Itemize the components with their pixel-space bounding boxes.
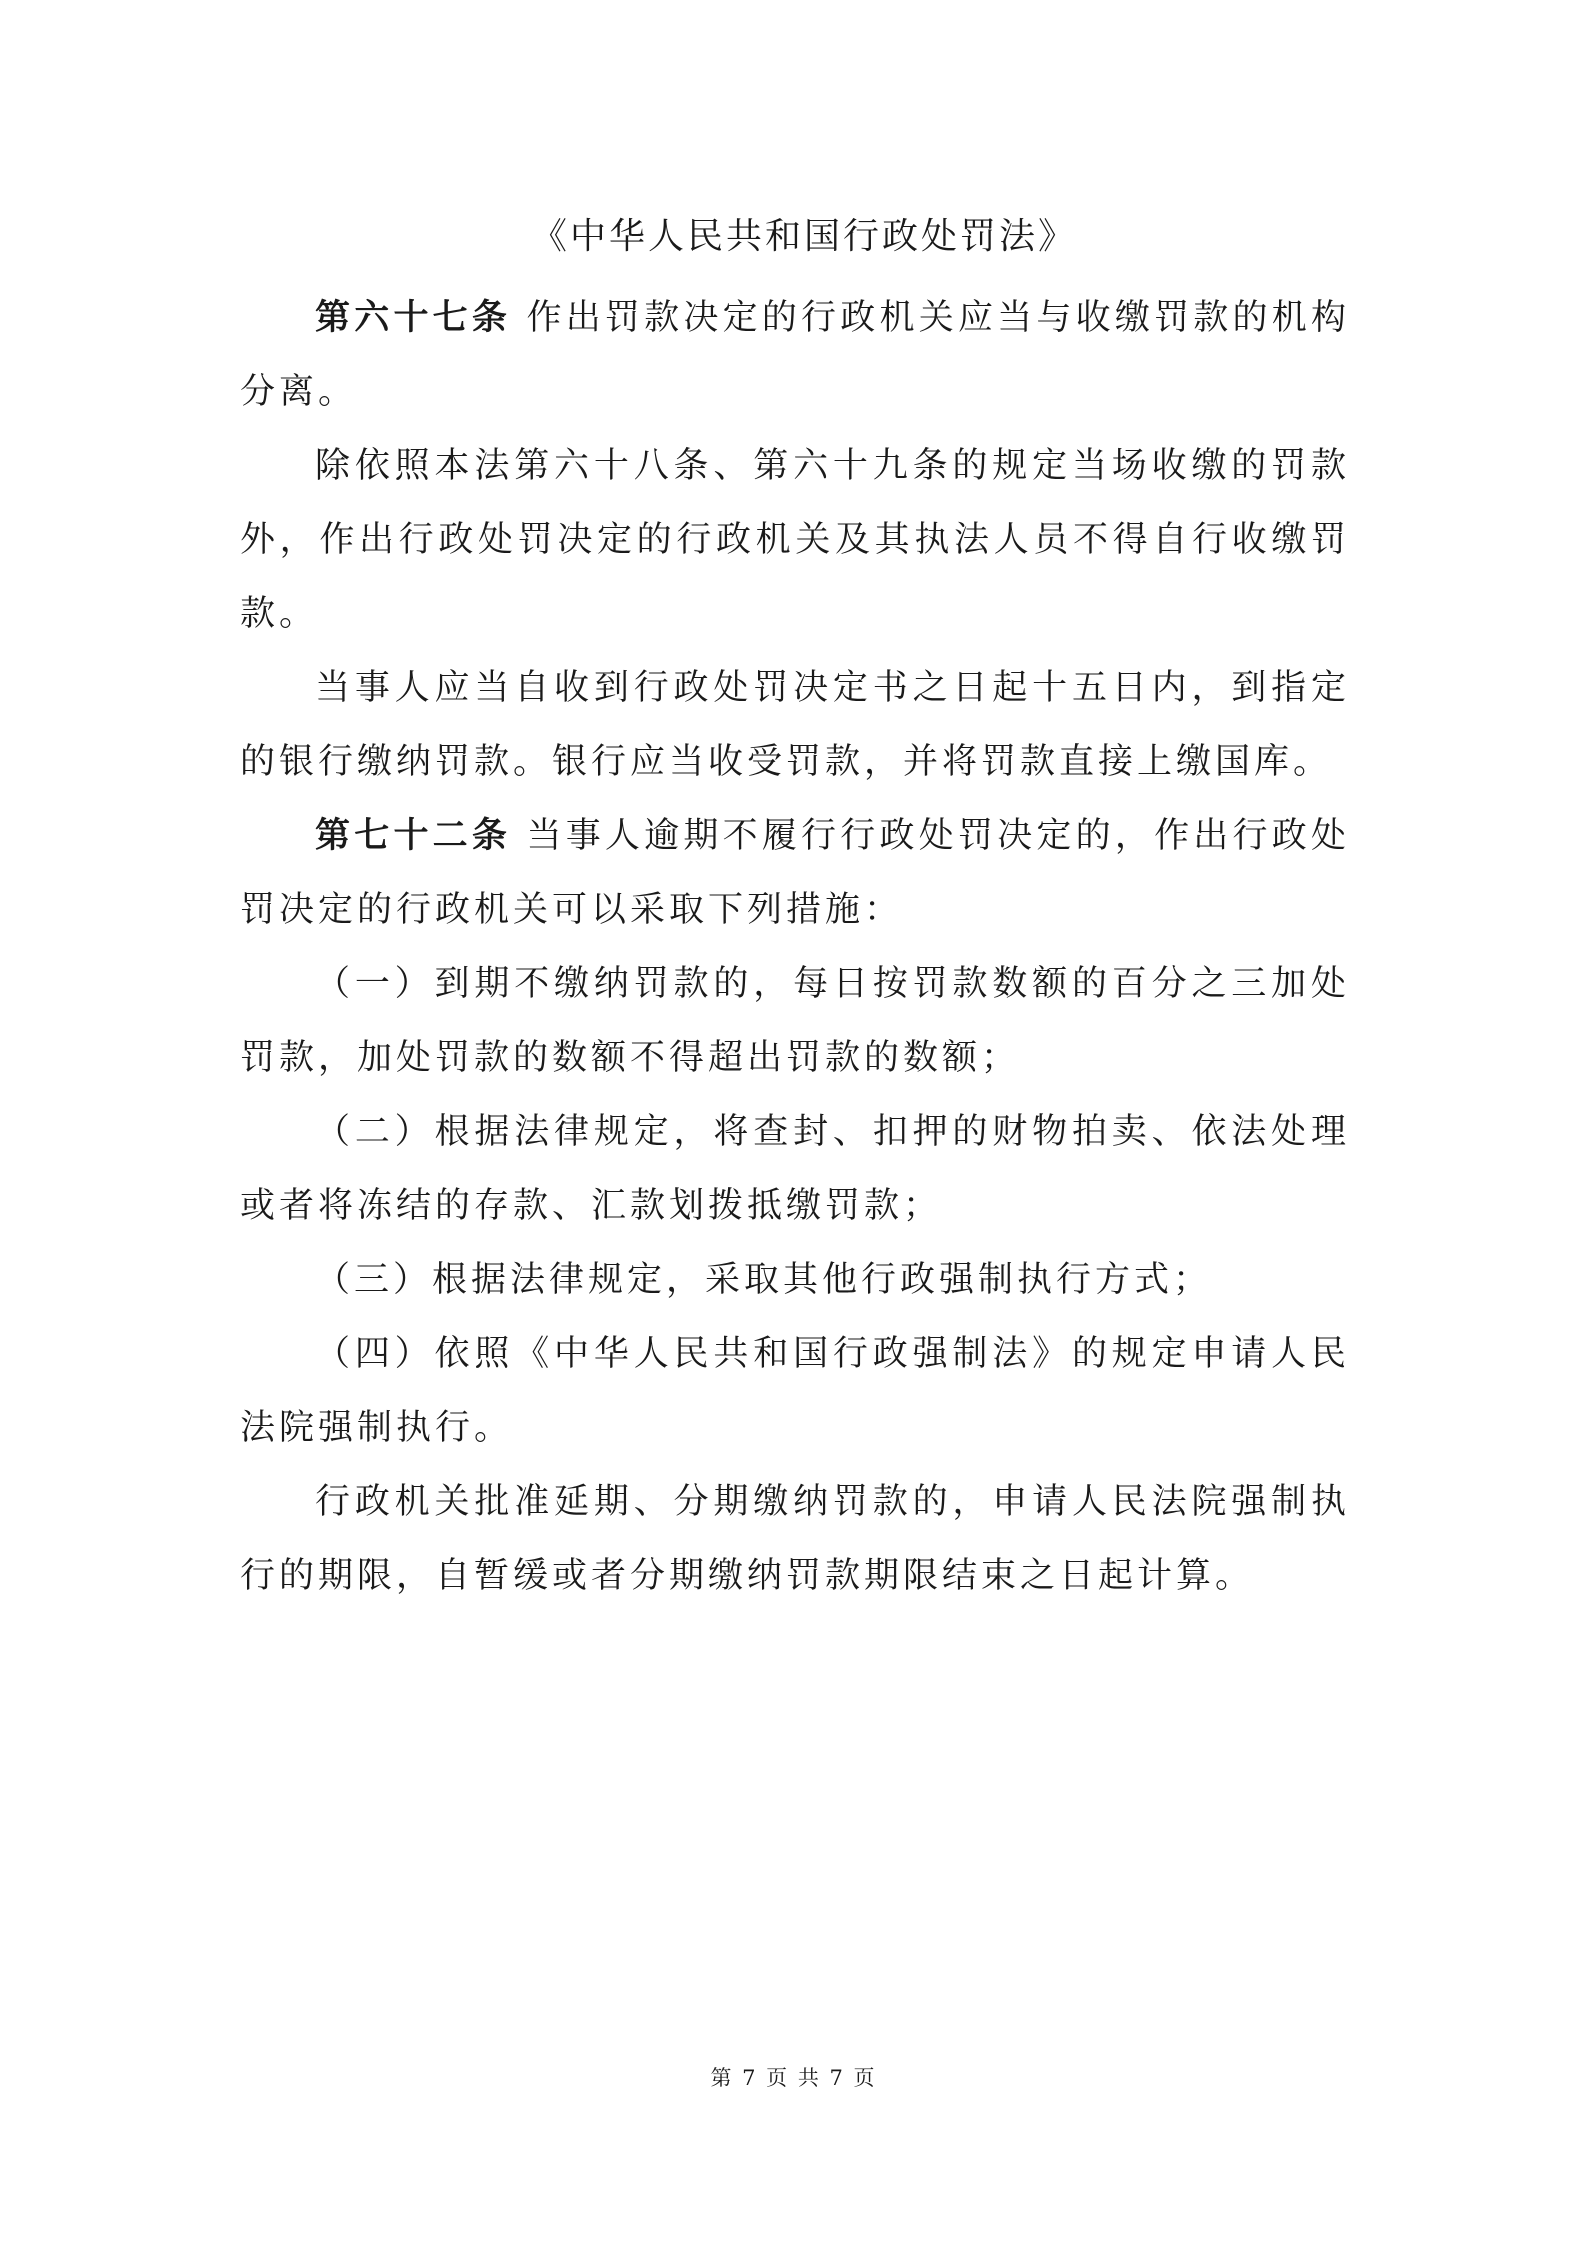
list-item — [240, 1243, 1350, 1317]
paragraph-text: （三）根据法律规定，采取其他行政强制执行方式； — [315, 1260, 1213, 1300]
paragraph — [240, 429, 1350, 651]
paragraph-text: 当事人逾期不履行行政处罚决定的，作出行政处罚决定的行政机关可以采取下列措施： — [240, 816, 1350, 930]
article-number: 第七十二条 — [315, 815, 512, 856]
paragraph-text: （一）到期不缴纳罚款的，每日按罚款数额的百分之三加处罚款，加处罚款的数额不得超出罚款的数额； — [240, 964, 1350, 1078]
list-item — [240, 947, 1350, 1095]
list-item — [240, 1317, 1350, 1465]
paragraph-article-72 — [240, 799, 1350, 947]
list-item — [240, 1095, 1350, 1243]
paragraph-text: （四）依照《中华人民共和国行政强制法》的规定申请人民法院强制执行。 — [240, 1334, 1350, 1448]
paragraph — [240, 651, 1350, 799]
paragraph-text: 行政机关批准延期、分期缴纳罚款的，申请人民法院强制执行的期限，自暂缓或者分期缴纳罚款期限结束之日起计算。 — [240, 1482, 1350, 1596]
paragraph — [240, 1465, 1350, 1613]
document-body — [240, 207, 1350, 1613]
paragraph-text: 除依照本法第六十八条、第六十九条的规定当场收缴的罚款外，作出行政处罚决定的行政机关及其执法人员不得自行收缴罚款。 — [240, 446, 1350, 634]
paragraph-text: 作出罚款决定的行政机关应当与收缴罚款的机构分离。 — [240, 298, 1350, 412]
article-number: 第六十七条 — [315, 297, 512, 338]
paragraph-text: （二）根据法律规定，将查封、扣押的财物拍卖、依法处理或者将冻结的存款、汇款划拨抵缴罚款； — [240, 1112, 1350, 1226]
page-footer: 第 7 页 共 7 页 — [710, 2066, 877, 2090]
document-title: 《中华人民共和国行政处罚法》 — [530, 216, 1077, 257]
paragraph-text: 当事人应当自收到行政处罚决定书之日起十五日内，到指定的银行缴纳罚款。银行应当收受罚款，并将罚款直接上缴国库。 — [240, 668, 1350, 782]
paragraph-article-67 — [240, 281, 1350, 429]
